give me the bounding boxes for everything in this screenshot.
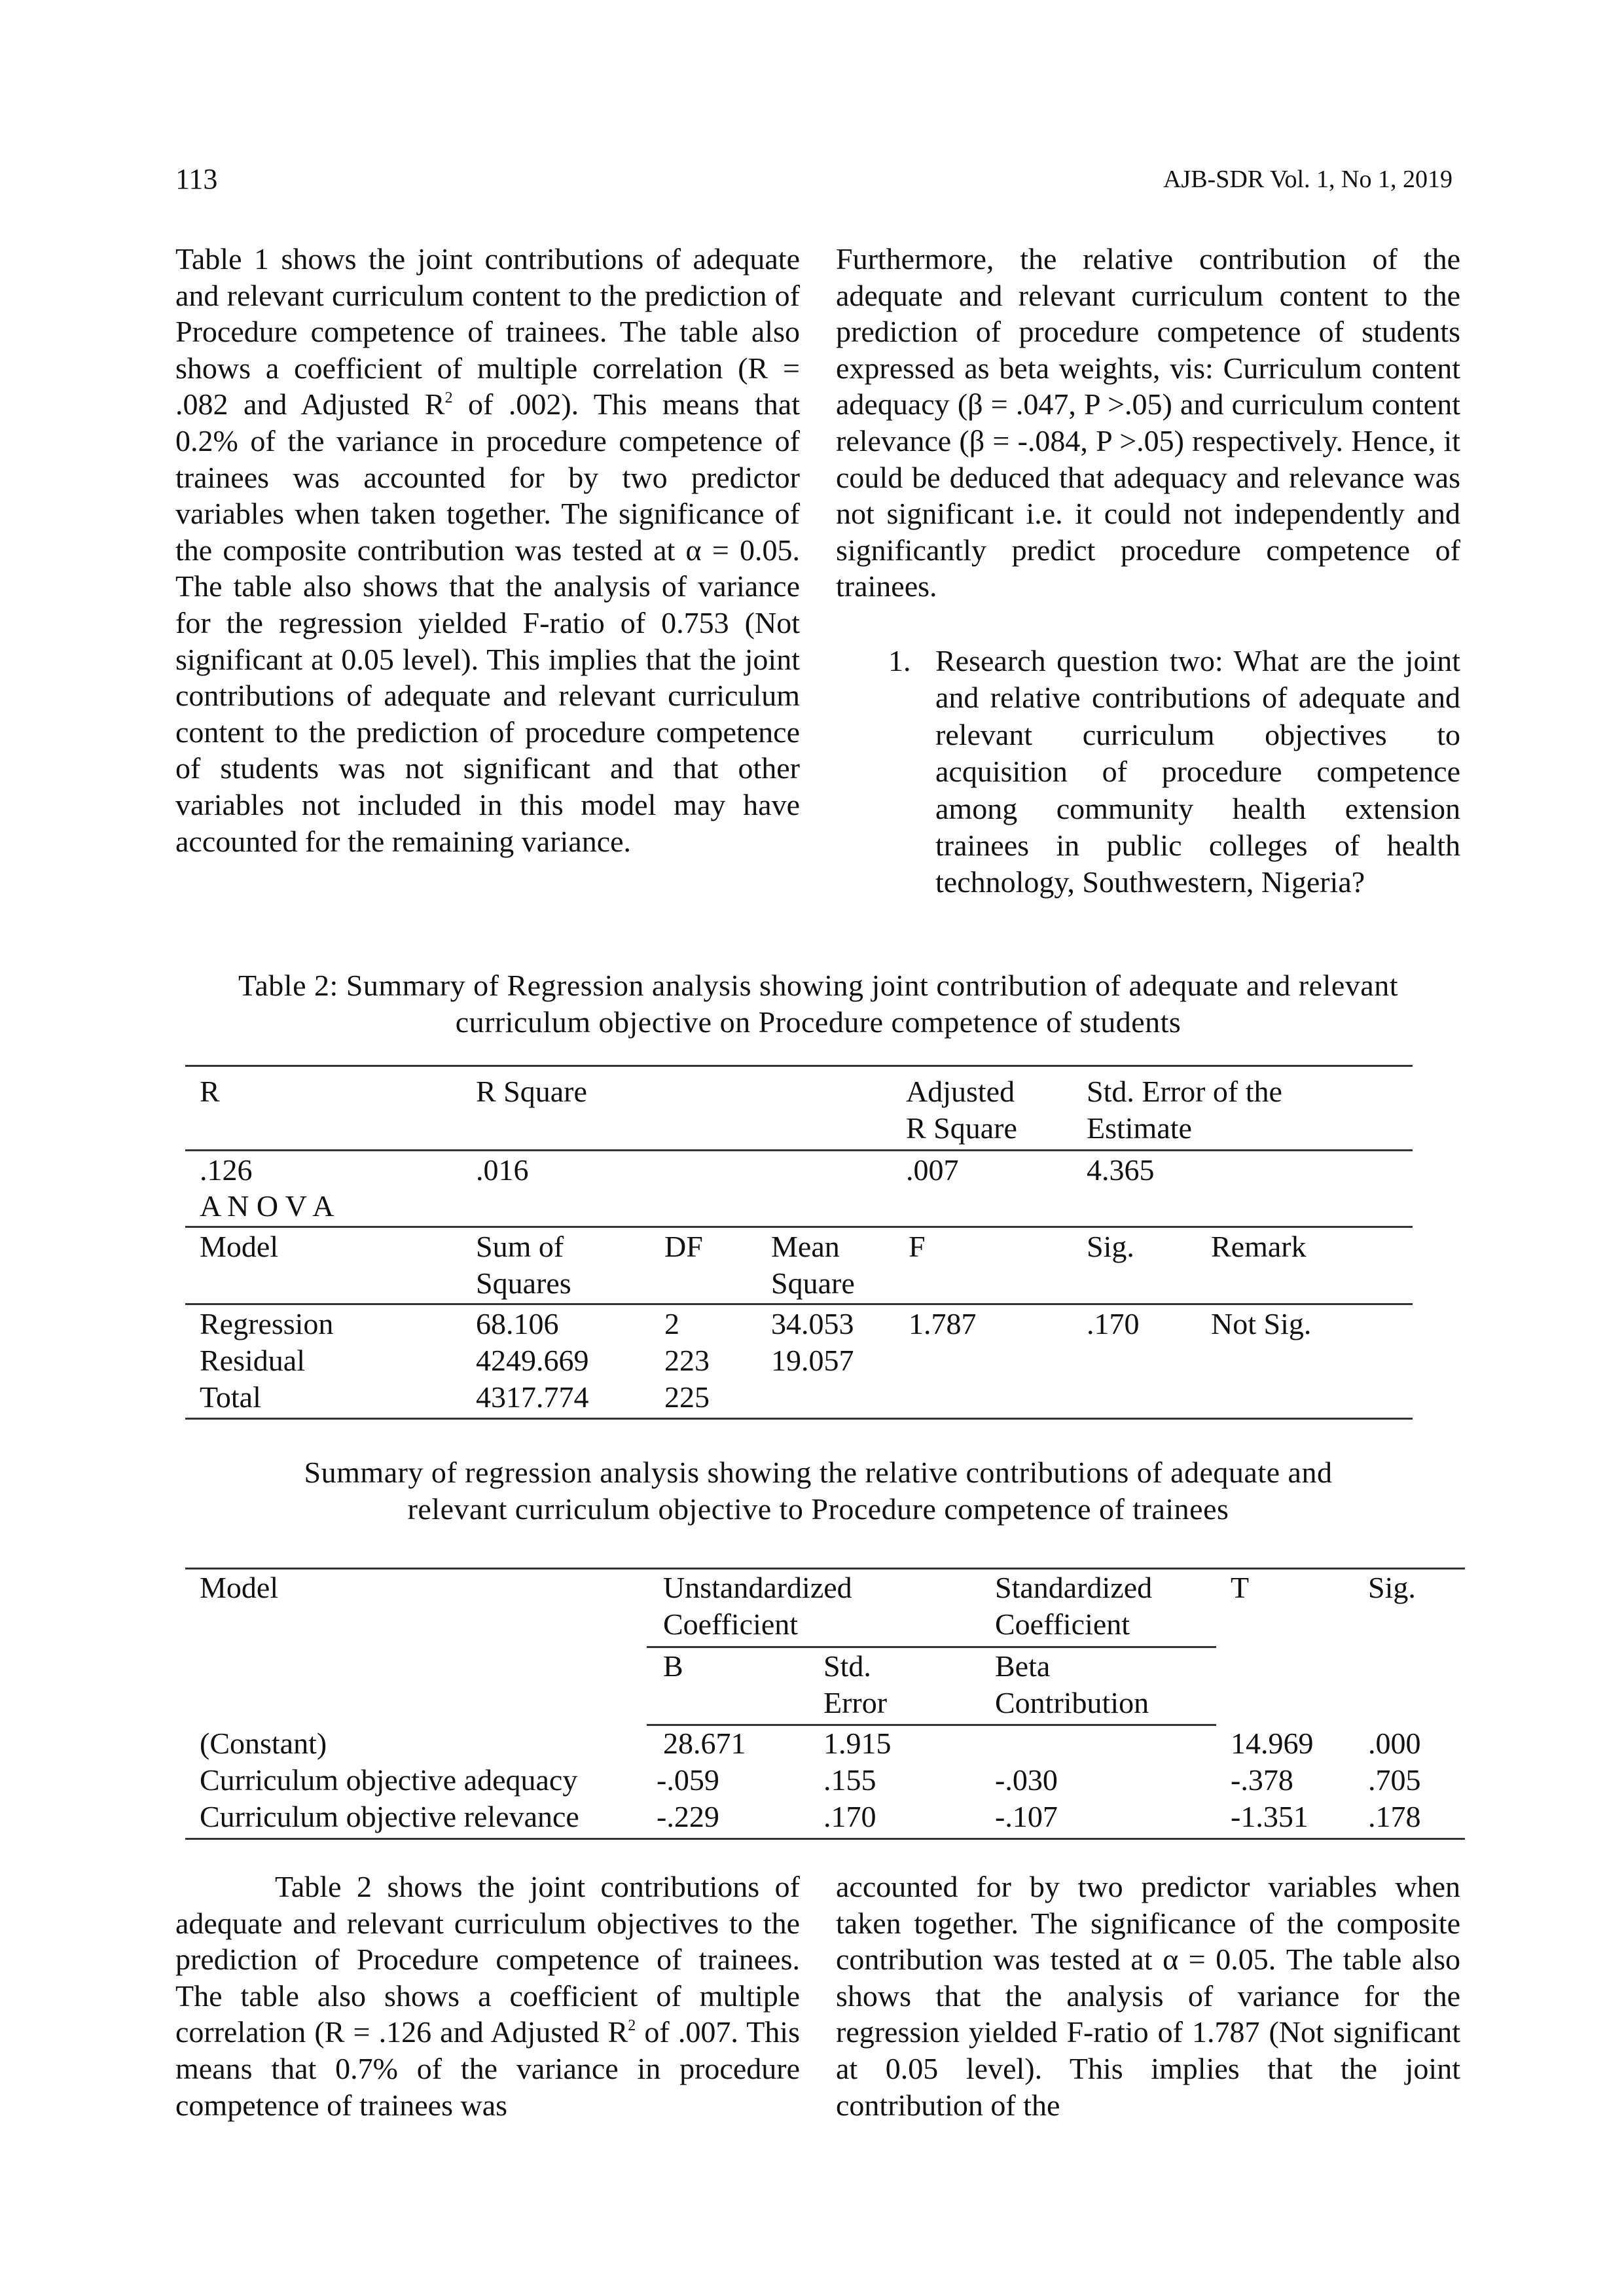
header-std: Std. [823, 1649, 871, 1683]
table-subrule [647, 1724, 1216, 1726]
row-constant-t: 14.969 [1231, 1727, 1314, 1760]
header-beta: Beta [995, 1649, 1051, 1683]
anova-row-regression-df: 2 [664, 1307, 679, 1340]
anova-row-total-ss: 4317.774 [476, 1380, 589, 1414]
table-rule [185, 1418, 1413, 1420]
anova-header-sum-of: Sum of [476, 1230, 564, 1263]
table-rule [185, 1303, 1413, 1305]
right-column-top [836, 241, 1460, 605]
table-subrule [647, 1646, 1216, 1648]
anova-row-regression-ss: 68.106 [476, 1307, 559, 1340]
header-r-square: R Square [476, 1075, 587, 1108]
row-constant-model: (Constant) [200, 1727, 327, 1760]
anova-row-total-df: 225 [664, 1380, 710, 1414]
header-standardized-coefficient: Coefficient [995, 1607, 1130, 1641]
row-adequacy-model: Curriculum objective adequacy [200, 1763, 578, 1797]
paragraph-table2-discussion: Table 2 shows the joint contributions of adequate and relevant curriculum objectives to the prediction of Procedure competence of trainees. The table also shows a coefficient of multiple correlation (R = .126 and Adjusted $R^2$ of .007. This means that 0.7% of the variance in procedure competence of trainees was [175, 1870, 800, 2122]
header-standardized: Standardized [995, 1571, 1153, 1604]
row-relevance-beta: -.107 [995, 1800, 1058, 1833]
coefficients-table-caption: Summary of regression analysis showing the relative contributions of adequate and relevant curriculum objective to Procedure competence of trainees [304, 1456, 1333, 1526]
anova-row-residual-ss: 4249.669 [476, 1344, 589, 1377]
left-column-top [175, 241, 800, 859]
paragraph-table1-discussion: Table 1 shows the joint contributions of adequate and relevant curriculum content to the prediction of Procedure competence of trainees. The table also shows a coefficient of multiple correlation (R = .082 and Adjusted $R^2$ of .002). This means that 0.2% of the variance in procedure competence of trainees was accounted for by two predictor variables when taken together. The significance of the composite contribution was tested at α = 0.05. The table also shows that the analysis of variance for the regression yielded F-ratio of 0.753 (Not significant at 0.05 level). This implies that the joint contributions of adequate and relevant curriculum content to the prediction of procedure competence of students was not significant and that other variables not included in this model may have accounted for the remaining variance. [175, 242, 800, 858]
research-question-two [836, 643, 1460, 901]
row-adequacy-sig: .705 [1368, 1763, 1421, 1797]
value-r: .126 [200, 1153, 253, 1187]
anova-header-f: F [909, 1230, 926, 1263]
paragraph-relative-contribution: Furthermore, the relative contribution of the adequate and relevant curriculum content to the prediction of procedure competence of students expressed as beta weights, vis: Curriculum content adequacy (β = .047, P >.05) and curriculum content relevance (β = -.084, P >.05) respectively. Hence, it could be deduced that adequacy and relevance was not significant i.e. it could not independently and significantly predict procedure competence of trainees. [836, 242, 1460, 603]
value-r-square: .016 [476, 1153, 529, 1187]
row-relevance-t: -1.351 [1231, 1800, 1308, 1833]
header-sig: Sig. [1368, 1571, 1416, 1604]
list-number: 1. [888, 644, 911, 677]
row-relevance-b: -.229 [657, 1800, 719, 1833]
header-r: R [200, 1075, 220, 1108]
value-std-error: 4.365 [1087, 1153, 1155, 1187]
row-relevance-se: .170 [823, 1800, 876, 1833]
header-model: Model [200, 1571, 279, 1604]
anova-row-residual-model: Residual [200, 1344, 305, 1377]
anova-header-mean: Mean [771, 1230, 840, 1263]
right-column-bottom [836, 1869, 1460, 2123]
table-rule [185, 1226, 1413, 1228]
row-adequacy-b: -.059 [657, 1763, 719, 1797]
value-adjusted-r-square: .007 [906, 1153, 959, 1187]
header-unstandardized-coefficient: Coefficient [663, 1607, 799, 1641]
header-estimate: Estimate [1087, 1111, 1192, 1145]
table2-caption: Table 2: Summary of Regression analysis showing joint contribution of adequate and relevant curriculum objective on Procedure competence of students [238, 969, 1398, 1039]
header-contribution: Contribution [995, 1686, 1149, 1719]
anova-header-sig: Sig. [1087, 1230, 1134, 1263]
table-rule [185, 1838, 1465, 1840]
table-rule [185, 1568, 1465, 1570]
anova-row-regression-remark: Not Sig. [1211, 1307, 1312, 1340]
row-constant-b: 28.671 [663, 1727, 746, 1760]
anova-header-model: Model [200, 1230, 279, 1263]
paragraph-table2-discussion-cont: accounted for by two predictor variables when taken together. The significance of the composite contribution was tested at α = 0.05. The table also shows that the analysis of variance for the regression yielded F-ratio of 1.787 (Not significant at 0.05 level). This implies that the joint contribution of the [836, 1870, 1460, 2122]
anova-header-df: DF [664, 1230, 703, 1263]
anova-header-squares: Squares [476, 1266, 571, 1300]
header-adjusted-r-square: R Square [906, 1111, 1017, 1145]
row-constant-sig: .000 [1368, 1727, 1421, 1760]
anova-row-total-model: Total [200, 1380, 261, 1414]
anova-row-residual-ms: 19.057 [771, 1344, 854, 1377]
page-number: 113 [175, 163, 218, 195]
row-relevance-model: Curriculum objective relevance [200, 1800, 579, 1833]
row-relevance-sig: .178 [1368, 1800, 1421, 1833]
anova-row-regression-model: Regression [200, 1307, 334, 1340]
anova-row-residual-df: 223 [664, 1344, 710, 1377]
anova-header-square: Square [771, 1266, 855, 1300]
table-rule [185, 1065, 1413, 1067]
row-adequacy-beta: -.030 [995, 1763, 1058, 1797]
header-t: T [1231, 1571, 1250, 1604]
anova-row-regression-ms: 34.053 [771, 1307, 854, 1340]
row-adequacy-t: -.378 [1231, 1763, 1293, 1797]
row-adequacy-se: .155 [823, 1763, 876, 1797]
header-std-error: Std. Error of the [1087, 1075, 1282, 1108]
research-question-text: Research question two: What are the joint and relative contributions of adequate and relevant curriculum objectives to acquisition of procedure competence among community health extension trainees in public colleges of health technology, Southwestern, Nigeria? [935, 644, 1460, 899]
header-error: Error [823, 1686, 888, 1719]
left-column-bottom [175, 1869, 800, 2123]
table-rule [185, 1149, 1413, 1151]
header-adjusted: Adjusted [906, 1075, 1015, 1108]
journal-running-header: AJB-SDR Vol. 1, No 1, 2019 [1163, 166, 1453, 193]
anova-header-remark: Remark [1211, 1230, 1307, 1263]
anova-row-regression-f: 1.787 [909, 1307, 977, 1340]
anova-label: A N O V A [200, 1189, 334, 1223]
anova-row-regression-sig: .170 [1087, 1307, 1140, 1340]
header-b: B [663, 1649, 683, 1683]
row-constant-se: 1.915 [823, 1727, 892, 1760]
header-unstandardized: Unstandardized [663, 1571, 852, 1604]
